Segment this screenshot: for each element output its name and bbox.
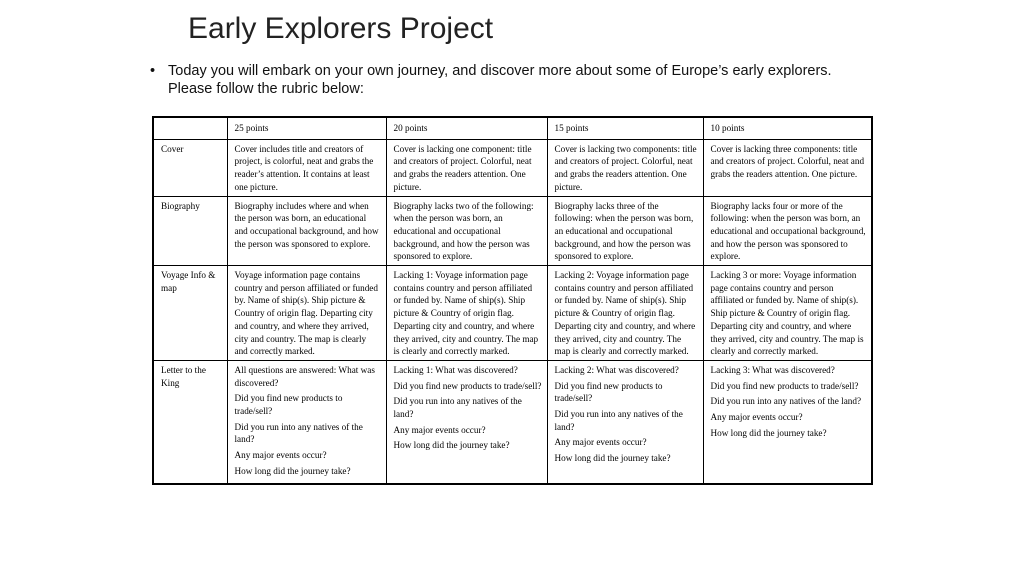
row-label: Voyage Info & map (153, 266, 227, 361)
header-15-points: 15 points (547, 117, 703, 139)
rubric-table (152, 116, 873, 485)
table-row-voyage-info (153, 266, 872, 361)
table-cell (227, 360, 386, 483)
cell-line: Did you run into any natives of the land? (234, 421, 363, 445)
cell-line: Any major events occur? (393, 424, 486, 435)
cell-line: Did you run into any natives of the land? (554, 409, 683, 432)
row-label: Letter to the King (153, 360, 227, 483)
table-cell: Lacking 3 or more: Voyage information page contains country and person affiliated or funded by. Name of ship(s). Ship picture & Country of origin flag. Departing city and country, and where they arrived, city and country. The map is clearly and correctly marked. (703, 266, 872, 361)
header-20-points: 20 points (386, 117, 547, 139)
cell-line: Lacking 2: What was discovered? (554, 364, 679, 375)
cell-line: Did you find new products to trade/sell? (393, 380, 542, 391)
cell-line: Did you run into any natives of the land? (710, 396, 862, 407)
table-cell (703, 360, 872, 483)
cell-line: Lacking 1: What was discovered? (393, 364, 518, 375)
header-25-points: 25 points (227, 117, 386, 139)
table-cell (386, 360, 547, 483)
intro-paragraph (150, 62, 850, 98)
cell-line: Any major events occur? (710, 412, 803, 423)
table-cell: Biography lacks four or more of the following: when the person was born, an educational and occupational background, and how the person was sponsored to explore. (703, 196, 872, 266)
cell-line: Any major events occur? (554, 437, 647, 448)
table-cell: Cover includes title and creators of project, is colorful, neat and grabs the reader’s attention. It contains at least one picture. (227, 139, 386, 196)
cell-line: How long did the journey take? (393, 440, 510, 451)
header-10-points: 10 points (703, 117, 872, 139)
table-cell: Biography lacks three of the following: when the person was born, an educational and occupational background, and how the person was sponsored to explore. (547, 196, 703, 266)
table-cell: Cover is lacking two components: title and creators of project. Colorful, neat and grabs the readers attention. One picture. (547, 139, 703, 196)
table-cell: Biography lacks two of the following: when the person was born, an educational and occupational background, and how the person was sponsored to explore. (386, 196, 547, 266)
table-cell: Lacking 2: Voyage information page contains country and person affiliated or funded by. Name of ship(s). Ship picture & Country of origin flag. Departing city and country, and where they arrived, city and country. The map is clearly and correctly marked. (547, 266, 703, 361)
cell-line: Did you run into any natives of the land? (393, 396, 522, 420)
cell-line: All questions are answered: What was discovered? (234, 364, 375, 388)
page-title: Early Explorers Project (188, 12, 494, 45)
table-cell (547, 360, 703, 483)
header-cell-empty (153, 117, 227, 139)
cell-line: How long did the journey take? (710, 427, 827, 438)
cell-line: Lacking 3: What was discovered? (710, 364, 835, 375)
table-row-biography (153, 196, 872, 266)
table-cell: Biography includes where and when the person was born, an educational and occupational background, and how the person was sponsored to explore. (227, 196, 386, 266)
row-label: Cover (153, 139, 227, 196)
cell-line: How long did the journey take? (554, 453, 671, 464)
intro-text: Today you will embark on your own journey, and discover more about some of Europe’s early explorers. Please follow the rubric below: (168, 63, 832, 97)
bullet-icon: • (150, 63, 156, 79)
cell-line: Did you find new products to trade/sell? (554, 380, 663, 404)
table-cell: Cover is lacking one component: title and creators of project. Colorful, neat and grabs the readers attention. One picture. (386, 139, 547, 196)
table-row-letter (153, 360, 872, 483)
cell-line: Any major events occur? (234, 450, 327, 461)
table-cell: Lacking 1: Voyage information page contains country and person affiliated or funded by. Name of ship(s). Ship picture & Country of origin flag. Departing city and country, and where they arrived, city and country. The map is clearly and correctly marked. (386, 266, 547, 361)
table-header-row (153, 117, 872, 139)
table-cell: Cover is lacking three components: title and creators of project. Colorful, neat and grabs the readers attention. One picture. (703, 139, 872, 196)
table-row-cover (153, 139, 872, 196)
table-cell: Voyage information page contains country and person affiliated or funded by. Name of ship(s). Ship picture & Country of origin flag. Departing city and country, and where they arrived, city and country. The map is clearly and correctly marked. (227, 266, 386, 361)
cell-line: Did you find new products to trade/sell? (710, 380, 859, 391)
row-label: Biography (153, 196, 227, 266)
cell-line: How long did the journey take? (234, 465, 351, 476)
cell-line: Did you find new products to trade/sell? (234, 393, 343, 417)
